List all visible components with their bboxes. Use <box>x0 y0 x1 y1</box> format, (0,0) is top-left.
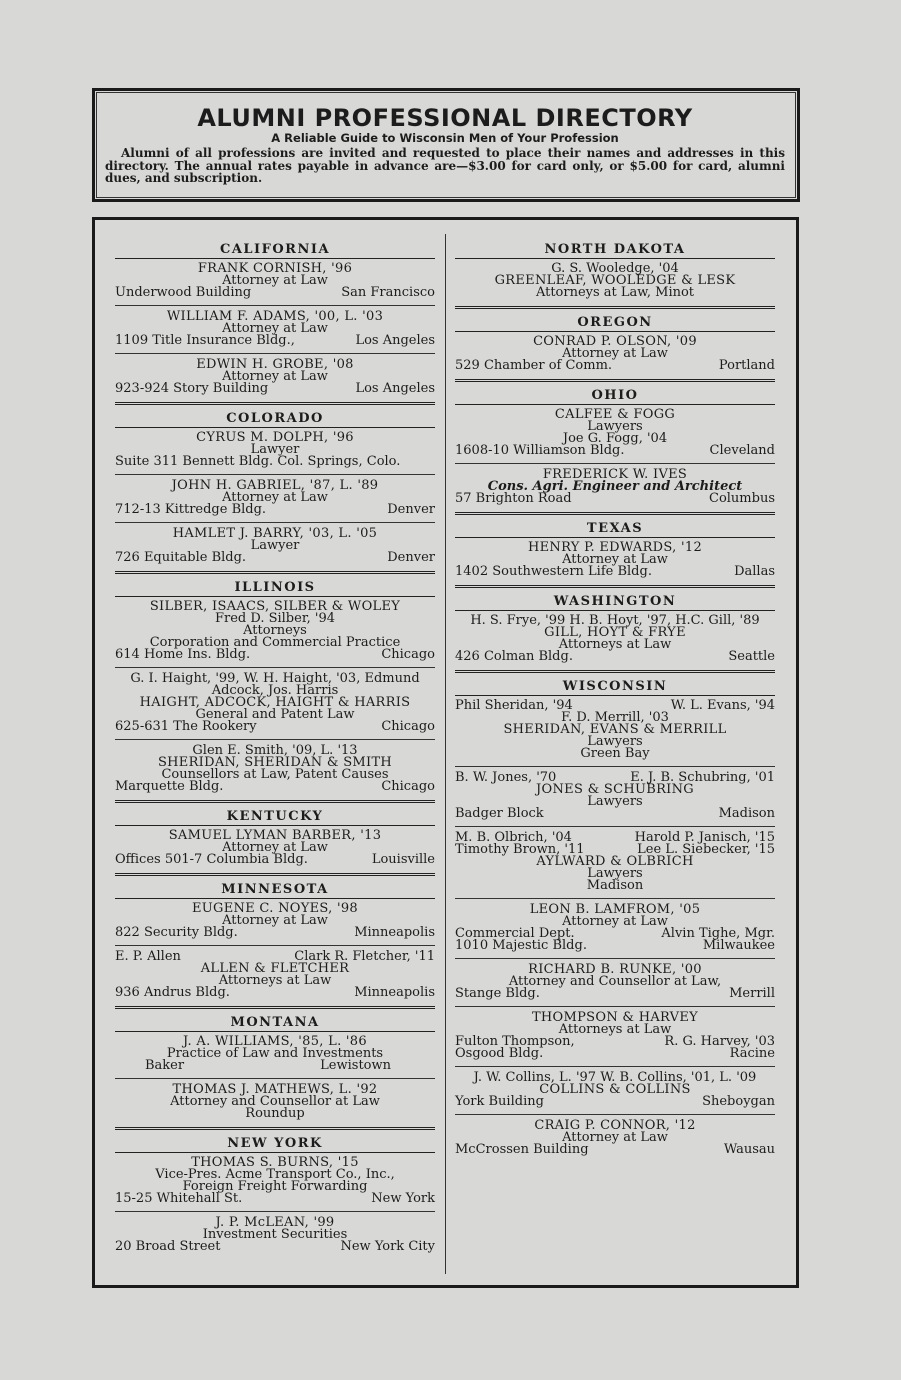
entry-city: Merrill <box>729 986 775 1001</box>
entry-separator <box>115 1211 435 1212</box>
entry-address-line <box>455 1096 775 1108</box>
entry-address-line <box>115 721 435 733</box>
entry-city: Portland <box>718 358 775 373</box>
listing-entry <box>455 830 775 895</box>
entry-separator <box>455 898 775 899</box>
entry-role: Cons. Agri. Engineer and Architect <box>487 479 743 494</box>
entry-name: EUGENE C. NOYES, '98 <box>192 901 358 916</box>
entry-name: G. S. Wooledge, '04 <box>551 261 679 276</box>
entry-city: Green Bay <box>580 746 650 761</box>
listing-entry <box>455 540 775 581</box>
section-separator <box>115 800 435 803</box>
entry-address: 1109 Title Insurance Bldg., <box>115 333 295 348</box>
entry-separator <box>115 353 435 354</box>
entry-city: Cleveland <box>709 443 775 458</box>
entry-role: Attorney at Law <box>222 490 328 505</box>
entry-name: WILLIAM F. ADAMS, '00, L. '03 <box>166 309 384 324</box>
entry-role: Attorney at Law <box>222 840 328 855</box>
listing-entry <box>115 478 435 519</box>
entry-address: Offices 501-7 Columbia Bldg. <box>115 852 308 867</box>
state-heading-kentucky: KENTUCKY <box>115 809 435 826</box>
entry-name: RICHARD B. RUNKE, '00 <box>528 962 702 977</box>
listing-entry <box>115 309 435 350</box>
entry-name: B. W. Jones, '70 <box>455 770 557 785</box>
entry-role: General and Patent Law <box>195 707 355 722</box>
right-column <box>455 242 775 1159</box>
listing-entry <box>455 407 775 460</box>
entry-dept: Commercial Dept. <box>455 926 575 941</box>
entry-role: Counsellors at Law, Patent Causes <box>161 767 389 782</box>
entry-firm: HAIGHT, ADCOCK, HAIGHT & HARRIS <box>139 695 411 710</box>
entry-role: Attorney at Law <box>562 914 668 929</box>
entry-city: New York <box>371 1191 435 1206</box>
entry-city: Chicago <box>381 719 435 734</box>
entry-city: Seattle <box>728 649 775 664</box>
entry-city: Milwaukee <box>702 938 775 953</box>
listing-entry <box>115 526 435 567</box>
entry-firm: CALFEE & FOGG <box>554 407 676 422</box>
entry-name: EDWIN H. GROBE, '08 <box>196 357 354 372</box>
entry-address: 614 Home Ins. Bldg. <box>115 647 251 662</box>
entry-separator <box>115 739 435 740</box>
entry-address: York Building <box>455 1094 544 1109</box>
listing-entry <box>115 1034 435 1075</box>
section-separator <box>115 571 435 574</box>
entry-name: THOMAS S. BURNS, '15 <box>191 1155 359 1170</box>
entry-name: Timothy Brown, '11 <box>455 842 585 857</box>
entry-firm: SHERIDAN, EVANS & MERRILL <box>503 722 727 737</box>
entry-city: Wausau <box>723 1142 775 1157</box>
entry-role: Attorney at Law <box>562 1130 668 1145</box>
entry-separator <box>455 463 775 464</box>
entry-role: Attorney and Counsellor at Law <box>170 1094 380 1109</box>
entry-address-line <box>455 940 775 952</box>
section-separator <box>115 1006 435 1009</box>
column-divider <box>445 234 446 1274</box>
entry-role: Lawyer <box>250 538 300 553</box>
entry-name: Glen E. Smith, '09, L. '13 <box>192 743 358 758</box>
entry-name: CRAIG P. CONNOR, '12 <box>534 1118 696 1133</box>
entry-separator <box>115 1078 435 1079</box>
entry-city: Chicago <box>381 647 435 662</box>
entry-address: 529 Chamber of Comm. <box>455 358 613 373</box>
entry-name: M. B. Olbrich, '04 <box>455 830 572 845</box>
entry-names: J. W. Collins, L. '97 W. B. Collins, '01, L. '09 <box>473 1070 757 1085</box>
entry-name: Clark R. Fletcher, '11 <box>294 949 435 964</box>
entry-name: Fred D. Silber, '94 <box>214 611 335 626</box>
entry-role: Attorney at Law <box>222 273 328 288</box>
entry-separator <box>115 305 435 306</box>
listing-entry <box>455 962 775 1003</box>
entry-city: San Francisco <box>341 285 435 300</box>
listing-entry <box>115 1215 435 1256</box>
entry-address-line <box>455 493 775 505</box>
listing-entry <box>455 1010 775 1063</box>
listing-entry <box>115 1155 435 1208</box>
listing-entry <box>455 613 775 666</box>
entry-address: 1010 Majestic Bldg. <box>455 938 587 953</box>
entry-city: Minneapolis <box>354 985 435 1000</box>
state-heading-washington: WASHINGTON <box>455 594 775 611</box>
entry-name: J. A. WILLIAMS, '85, L. '86 <box>183 1034 367 1049</box>
entry-role: Attorneys at Law, Minot <box>535 285 695 300</box>
entry-name: Phil Sheridan, '94 <box>455 698 573 713</box>
entry-address-line <box>115 781 435 793</box>
entry-address-line <box>455 1048 775 1060</box>
entry-address: Osgood Bldg. <box>455 1046 544 1061</box>
entry-city: Denver <box>387 550 435 565</box>
entry-address-line <box>115 383 435 395</box>
section-separator <box>455 585 775 588</box>
entry-address: 57 Brighton Road <box>455 491 572 506</box>
entry-name: FRANK CORNISH, '96 <box>197 261 353 276</box>
entry-firm: SHERIDAN, SHERIDAN & SMITH <box>157 755 393 770</box>
entry-role: Lawyers <box>587 419 643 434</box>
entry-firm: SILBER, ISAACS, SILBER & WOLEY <box>149 599 401 614</box>
entry-separator <box>455 1066 775 1067</box>
entry-role: Vice-Pres. Acme Transport Co., Inc., <box>155 1167 395 1182</box>
entry-city: Madison <box>586 878 644 893</box>
entry-names: G. I. Haight, '99, W. H. Haight, '03, Edmund Adcock, Jos. Harris <box>130 671 420 698</box>
listing-entry <box>455 902 775 955</box>
state-heading-california: CALIFORNIA <box>115 242 435 259</box>
entry-address: 726 Equitable Bldg. <box>115 550 247 565</box>
entry-address-line <box>115 927 435 939</box>
listing-entry <box>115 949 435 1002</box>
entry-separator <box>455 958 775 959</box>
entry-address-line <box>115 552 435 564</box>
entry-name: LEON B. LAMFROM, '05 <box>529 902 701 917</box>
entry-firm: COLLINS & COLLINS <box>539 1082 691 1097</box>
entry-address: 936 Andrus Bldg. <box>115 985 230 1000</box>
entry-address: 1608-10 Williamson Bldg. <box>455 443 625 458</box>
entry-name: Lee L. Siebecker, '15 <box>637 842 775 857</box>
entry-role: Attorney at Law <box>562 552 668 567</box>
state-heading-montana: MONTANA <box>115 1015 435 1032</box>
entry-address-line <box>115 854 435 866</box>
section-separator <box>455 512 775 515</box>
entry-name: W. L. Evans, '94 <box>670 698 775 713</box>
listing-entry <box>115 901 435 942</box>
section-separator <box>115 402 435 405</box>
listing-entry <box>115 671 435 736</box>
state-heading-ohio: OHIO <box>455 388 775 405</box>
entry-address-line <box>115 1060 435 1072</box>
entry-role: Investment Securities <box>202 1227 348 1242</box>
entry-address-line <box>115 504 435 516</box>
entry-address-line <box>115 649 435 661</box>
entry-firm: ALLEN & FLETCHER <box>200 961 350 976</box>
entry-name: THOMAS J. MATHEWS, L. '92 <box>172 1082 378 1097</box>
entry-names: H. S. Frye, '99 H. B. Hoyt, '97, H.C. Gill, '89 <box>470 613 760 628</box>
entry-address: Suite 311 Bennett Bldg. Col. Springs, Colo. <box>115 454 401 469</box>
section-separator <box>455 306 775 309</box>
listing-entry <box>115 599 435 664</box>
section-separator <box>455 379 775 382</box>
listing-entry <box>455 1070 775 1111</box>
entry-name: E. J. B. Schubring, '01 <box>630 770 775 785</box>
entry-address: 822 Security Bldg. <box>115 925 238 940</box>
entry-name: F. D. Merrill, '03 <box>561 710 669 725</box>
entry-address: 426 Colman Bldg. <box>455 649 573 664</box>
entry-name: HAMLET J. BARRY, '03, L. '05 <box>172 526 378 541</box>
entry-separator <box>115 474 435 475</box>
entry-address-line <box>455 360 775 372</box>
entry-address-line <box>455 988 775 1000</box>
entry-separator <box>115 667 435 668</box>
listing-entry <box>455 698 775 763</box>
entry-address: Badger Block <box>455 806 544 821</box>
entry-address: 1402 Southwestern Life Bldg. <box>455 564 652 579</box>
state-heading-illinois: ILLINOIS <box>115 580 435 597</box>
entry-name: Fulton Thompson, <box>455 1034 575 1049</box>
entry-name: JOHN H. GABRIEL, '87, L. '89 <box>171 478 379 493</box>
entry-name: SAMUEL LYMAN BARBER, '13 <box>168 828 382 843</box>
entry-role: Lawyers <box>587 866 643 881</box>
entry-name: HENRY P. EDWARDS, '12 <box>527 540 703 555</box>
entry-separator <box>455 1006 775 1007</box>
entry-practice: Corporation and Commercial Practice <box>149 635 401 650</box>
entry-address: McCrossen Building <box>455 1142 589 1157</box>
entry-role: Attorney at Law <box>222 913 328 928</box>
entry-role: Lawyers <box>587 734 643 749</box>
entry-name: Harold P. Janisch, '15 <box>634 830 775 845</box>
entry-address-line <box>455 445 775 457</box>
entry-address: Marquette Bldg. <box>115 779 224 794</box>
entry-separator <box>115 522 435 523</box>
entry-city: Minneapolis <box>354 925 435 940</box>
entry-role: Attorney at Law <box>562 346 668 361</box>
entry-city: Columbus <box>709 491 775 506</box>
entry-address: 15-25 Whitehall St. <box>115 1191 243 1206</box>
left-column <box>115 242 435 1256</box>
entry-address: Baker <box>145 1058 185 1073</box>
entry-firm: GREENLEAF, WOOLEDGE & LESK <box>494 273 736 288</box>
entry-name: J. P. McLEAN, '99 <box>215 1215 335 1230</box>
entry-city: New York City <box>340 1239 435 1254</box>
entry-address: 625-631 The Rookery <box>115 719 257 734</box>
entry-address-line <box>115 987 435 999</box>
entry-separator <box>455 766 775 767</box>
entry-role: Attorneys at Law <box>558 637 672 652</box>
state-heading-north-dakota: NORTH DAKOTA <box>455 242 775 259</box>
section-separator <box>115 1127 435 1130</box>
entry-role: Lawyers <box>587 794 643 809</box>
entry-separator <box>455 1114 775 1115</box>
listing-entry <box>115 743 435 796</box>
entry-name: R. G. Harvey, '03 <box>664 1034 775 1049</box>
state-heading-new-york: NEW YORK <box>115 1136 435 1153</box>
entry-role: Lawyer <box>250 442 300 457</box>
intro-text: Alumni of all professions are invited and requested to place their names and addresses in this directory. The annual rates payable in advance are—$3.00 for card only, or $5.00 for card, alumni dues, and subscription. <box>105 146 785 185</box>
listing-entry <box>455 1118 775 1159</box>
entry-address: 923-924 Story Building <box>115 381 269 396</box>
listing-entry <box>115 261 435 302</box>
entry-separator <box>115 945 435 946</box>
listing-entry <box>115 828 435 869</box>
entry-address-line <box>455 566 775 578</box>
entry-role: Attorney and Counsellor at Law, <box>508 974 722 989</box>
listing-entry <box>115 430 435 471</box>
listing-entry <box>115 1082 435 1123</box>
entry-address: 712-13 Kittredge Bldg. <box>115 502 267 517</box>
state-heading-texas: TEXAS <box>455 521 775 538</box>
section-separator <box>455 670 775 673</box>
directory-header <box>92 88 800 202</box>
listing-entry <box>455 770 775 823</box>
entry-role: Attorney at Law <box>222 321 328 336</box>
entry-name: FREDERICK W. IVES <box>542 467 688 482</box>
entry-city: Madison <box>718 806 775 821</box>
listing-entry <box>115 357 435 398</box>
page-title: ALUMNI PROFESSIONAL DIRECTORY <box>197 104 693 132</box>
entry-firm: JONES & SCHUBRING <box>536 782 694 797</box>
state-heading-wisconsin: WISCONSIN <box>455 679 775 696</box>
entry-role: Attorneys at Law <box>558 1022 672 1037</box>
directory-listing <box>92 217 799 1288</box>
entry-address: Stange Bldg. <box>455 986 540 1001</box>
entry-address: 20 Broad Street <box>115 1239 221 1254</box>
entry-name: E. P. Allen <box>115 949 181 964</box>
entry-firm: AYLWARD & OLBRICH <box>536 854 694 869</box>
entry-address-line <box>455 651 775 663</box>
entry-address-line <box>115 1241 435 1253</box>
entry-city: Los Angeles <box>355 381 435 396</box>
state-heading-colorado: COLORADO <box>115 411 435 428</box>
entry-firm: GILL, HOYT & FRYE <box>544 625 686 640</box>
entry-address-line <box>115 287 435 299</box>
entry-address-line <box>115 1193 435 1205</box>
entry-city: Louisville <box>371 852 435 867</box>
entry-city: Sheboygan <box>702 1094 775 1109</box>
entry-city: Roundup <box>245 1106 305 1121</box>
state-heading-minnesota: MINNESOTA <box>115 882 435 899</box>
listing-entry <box>455 261 775 302</box>
listing-entry <box>455 467 775 508</box>
entry-city: Racine <box>729 1046 775 1061</box>
entry-address-line <box>455 808 775 820</box>
entry-city: Dallas <box>734 564 775 579</box>
entry-name: CYRUS M. DOLPH, '96 <box>196 430 354 445</box>
entry-role: Foreign Freight Forwarding <box>182 1179 368 1194</box>
entry-city: Lewistown <box>320 1058 391 1073</box>
entry-city: Los Angeles <box>355 333 435 348</box>
entry-separator <box>455 826 775 827</box>
entry-manager: Alvin Tighe, Mgr. <box>661 926 775 941</box>
entry-address-line <box>455 1144 775 1156</box>
entry-role: Practice of Law and Investments <box>166 1046 384 1061</box>
section-separator <box>115 873 435 876</box>
entry-role: Attorneys at Law <box>218 973 332 988</box>
page-subtitle: A Reliable Guide to Wisconsin Men of Your Profession <box>271 131 619 145</box>
entry-role: Attorney at Law <box>222 369 328 384</box>
entry-firm: THOMPSON & HARVEY <box>531 1010 699 1025</box>
state-heading-oregon: OREGON <box>455 315 775 332</box>
entry-name: CONRAD P. OLSON, '09 <box>533 334 697 349</box>
entry-address-line <box>115 335 435 347</box>
entry-city: Denver <box>387 502 435 517</box>
entry-city: Chicago <box>381 779 435 794</box>
listing-entry <box>455 334 775 375</box>
entry-name: Joe G. Fogg, '04 <box>562 431 668 446</box>
entry-role: Attorneys <box>243 623 307 638</box>
entry-address: Underwood Building <box>115 285 252 300</box>
